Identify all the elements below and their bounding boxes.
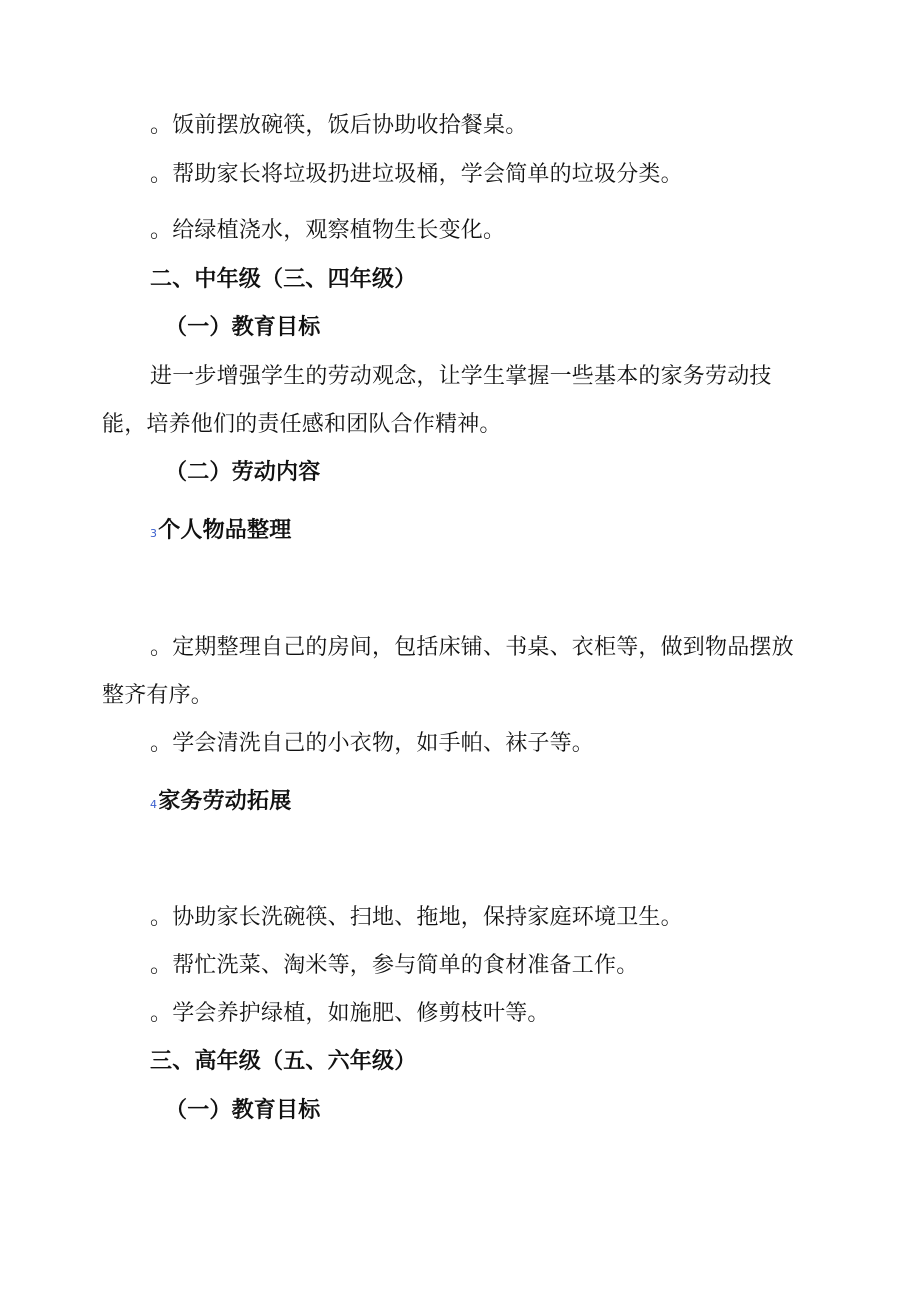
bullet-line: 。学会养护绿植，如施肥、修剪枝叶等。 <box>150 1001 550 1026</box>
section-heading: 二、中年级（三、四年级） <box>150 267 417 292</box>
paragraph-line: 能，培养他们的责任感和团队合作精神。 <box>102 412 502 437</box>
item-heading-text: 家务劳动拓展 <box>158 789 292 814</box>
bullet-line: 。帮忙洗菜、淘米等，参与简单的食材准备工作。 <box>150 953 639 978</box>
item-heading <box>150 516 291 549</box>
bullet-line: 。协助家长洗碗筷、扫地、拖地，保持家庭环境卫生。 <box>150 905 683 930</box>
bullet-line: 。定期整理自己的房间，包括床铺、书桌、衣柜等，做到物品摆放 <box>150 635 794 660</box>
item-number: 3 <box>150 527 158 540</box>
subsection-heading: （一）教育目标 <box>165 1098 321 1123</box>
paragraph-line: 整齐有序。 <box>102 683 214 708</box>
bullet-line: 。学会清洗自己的小衣物，如手帕、袜子等。 <box>150 731 595 756</box>
bullet-line: 。给绿植浇水，观察植物生长变化。 <box>150 218 506 243</box>
bullet-line: 。饭前摆放碗筷，饭后协助收拾餐桌。 <box>150 113 528 138</box>
item-heading-text: 个人物品整理 <box>158 518 292 543</box>
item-heading <box>150 787 291 820</box>
paragraph-line: 进一步增强学生的劳动观念，让学生掌握一些基本的家务劳动技 <box>150 364 772 389</box>
subsection-heading: （一）教育目标 <box>165 315 321 340</box>
subsection-heading: （二）劳动内容 <box>165 460 321 485</box>
bullet-line: 。帮助家长将垃圾扔进垃圾桶，学会简单的垃圾分类。 <box>150 162 683 187</box>
section-heading: 三、高年级（五、六年级） <box>150 1049 417 1074</box>
item-number: 4 <box>150 798 158 811</box>
